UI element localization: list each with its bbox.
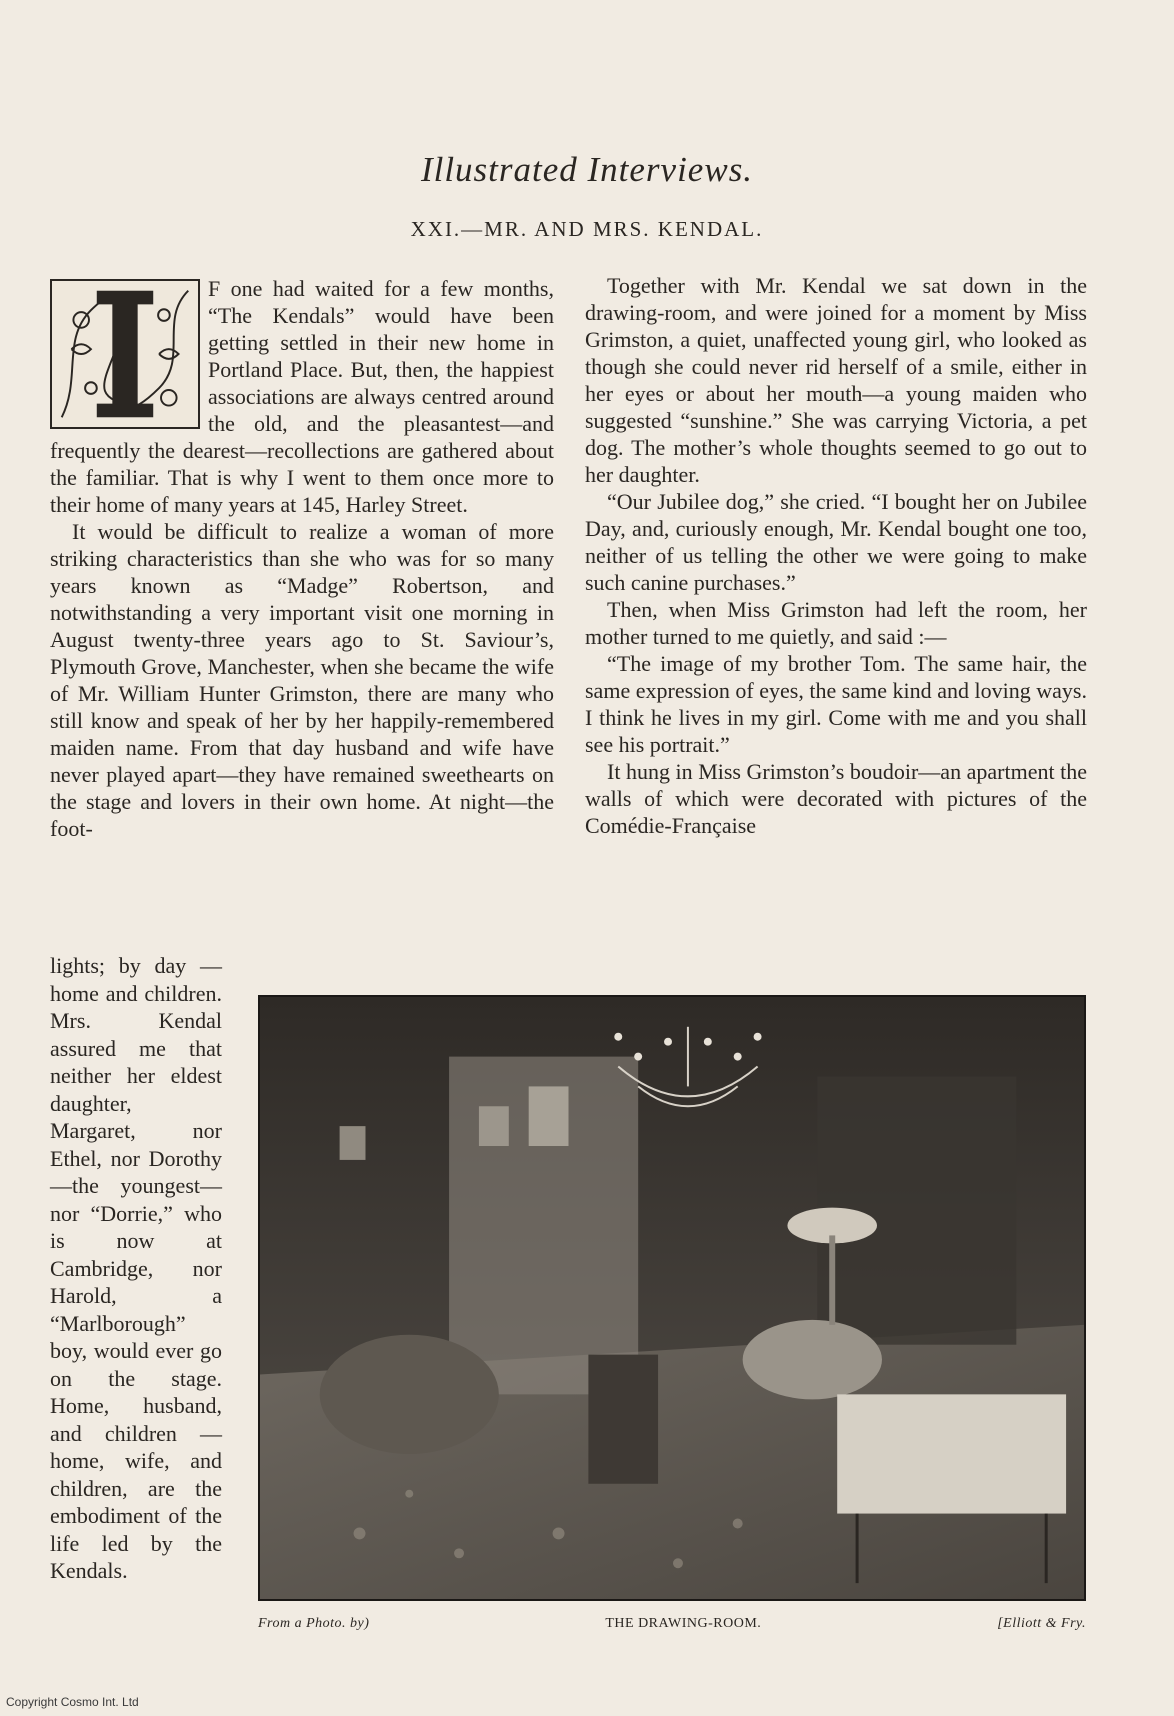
caption-title: THE DRAWING-ROOM.	[605, 1616, 762, 1631]
floral-initial-icon	[52, 281, 198, 427]
drop-cap-i-ornament	[50, 279, 200, 429]
paragraph-jubilee-dog: “Our Jubilee dog,” she cried. “I bought her on Jubilee Day, and, curiously enough, Mr. Kendal bought one too, neither of us telling the other we were going to make such canine purchases.”	[585, 489, 1087, 595]
paragraph-drawing-room: Together with Mr. Kendal we sat down in the drawing-room, and were joined for a moment by Miss Grimston, a quiet, unaffected young girl, who looked as though she could never rid herself of a smile, either in her eyes or about her mouth—a young maiden who suggested “sunshine.” She was carrying Victoria, a pet dog. The mother’s whole thoughts seemed to go out to her daughter.	[585, 273, 1087, 487]
paragraph-boudoir: It hung in Miss Grimston’s boudoir—an apartment the walls of which were decorated with pictures of the Comédie-Française	[585, 759, 1087, 838]
narrow-column-text: lights; by day — home and children. Mrs. Kendal assured me that neither her eldest daughter, Margaret, nor Ethel, nor Dorothy—the youngest—nor “Dorrie,” who is now at Cambridge, nor Harold, a “Marlborough” boy, would ever go on the stage. Home, husband, and children — home, wife, and children, are the embodiment of the life led by the Kendals.	[50, 953, 222, 1583]
article-subtitle: XXI.—MR. AND MRS. KENDAL.	[410, 217, 764, 241]
drawing-room-illustration	[260, 997, 1084, 1599]
drawing-room-photograph	[258, 995, 1086, 1601]
right-column	[585, 272, 1087, 839]
photo-credit-left: From a Photo. by)	[258, 1616, 370, 1631]
paragraph-madge-robertson: It would be difficult to realize a woman of more striking characteristics than she who was for so many years known as “Madge” Robertson, and notwithstanding a very important visit one morning in August twenty-three years ago to St. Saviour’s, Plymouth Grove, Manchester, when she became the wife of Mr. William Hunter Grimston, there are many who still know and speak of her by her happily-remembered maiden name. From that day husband and wife have never played apart—they have remained sweethearts on the stage and lovers in their own home. At night—the foot-	[50, 519, 554, 841]
left-column	[50, 275, 554, 842]
paragraph-mother-turned: Then, when Miss Grimston had left the room, her mother turned to me quietly, and said :—	[585, 597, 1087, 649]
copyright-notice: Copyright Cosmo Int. Ltd	[6, 1695, 139, 1709]
page-title: Illustrated Interviews.	[420, 150, 754, 189]
photo-credit-right: [Elliott & Fry.	[997, 1616, 1086, 1631]
paragraph-opening: F one had waited for a few months, “The Kendals” would have been getting settled in their new home in Portland Place. But, then, the happiest associations are always centred around the old, and the pleasantest—and frequently the dearest—recollections are gathered about the familiar. That is why I went to them once more to their home of many years at 145, Harley Street.	[50, 276, 554, 517]
figure-caption	[258, 1616, 1086, 1632]
paragraph-brother-tom: “The image of my brother Tom. The same hair, the same expression of eyes, the same kind and loving ways. I think he lives in my girl. Come with me and you shall see his portrait.”	[585, 651, 1087, 757]
